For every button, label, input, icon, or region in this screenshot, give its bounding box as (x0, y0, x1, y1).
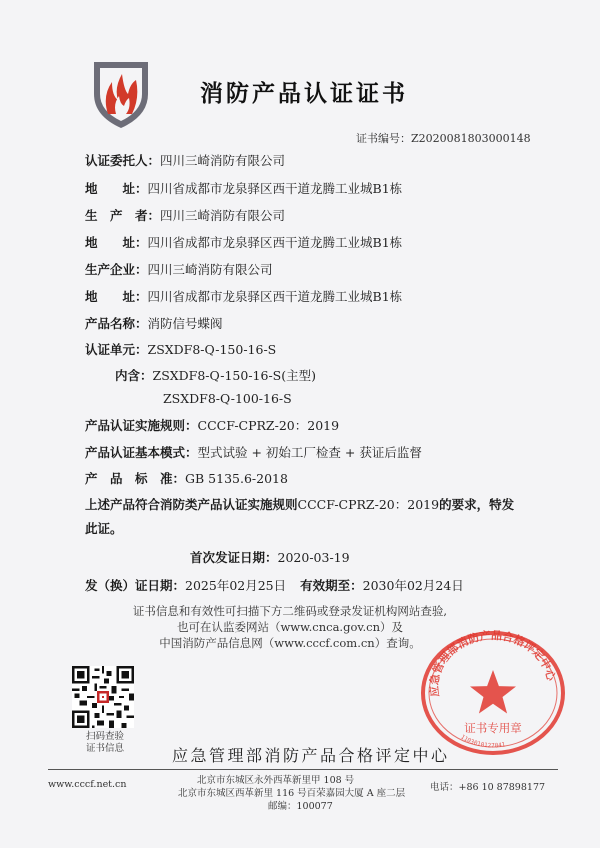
field-value: ZSXDF8-Q-150-16-S (147, 342, 277, 357)
certificate-number: 证书编号：Z2020081803000148 (356, 132, 531, 145)
rule-value: CCCF-CPRZ-20：2019 (197, 418, 340, 433)
seal-text: 应急管理部消防产品合格评定中心 (427, 628, 558, 698)
first-issue-label: 首次发证日期： (190, 550, 278, 565)
field-value: 四川三崎消防有限公司 (160, 208, 286, 223)
field-label: 地 址： (85, 289, 148, 304)
qr-caption-line: 扫码查验 (85, 731, 124, 742)
standard-label: 产 品 标 准： (85, 471, 186, 486)
contains-label: 内含： (115, 368, 153, 383)
valid-value: 2030年02月24日 (362, 578, 464, 593)
field-applicant-address (85, 179, 402, 197)
field-value: 四川省成都市龙泉驿区西干道龙腾工业城B1栋 (147, 289, 403, 304)
issuing-authority: 应急管理部消防产品合格评定中心 (172, 746, 450, 765)
verify-line: 也可在认监委网站（www.cnca.gov.cn）及 (176, 620, 404, 634)
conformity-statement (85, 493, 525, 541)
verify-line: 证书信息和有效性可扫描下方二维码或登录发证机构网站查验, (132, 604, 448, 618)
issue-label: 发（换）证日期： (85, 578, 186, 593)
footer-website[interactable]: www.cccf.net.cn (48, 779, 127, 790)
statement-pre: 上述产品符合消防类产品认证实施规则 (85, 497, 298, 512)
statement-post: 的要求，特发此证。 (85, 497, 515, 536)
field-applicant (85, 151, 285, 169)
footer-postcode: 邮编：100077 (268, 801, 333, 812)
field-value: 四川三崎消防有限公司 (160, 153, 286, 168)
issue-value: 2025年02月25日 (185, 578, 287, 593)
qr-caption (70, 731, 140, 755)
field-product-name (85, 314, 223, 332)
mode-value: 型式试验 + 初始工厂检查 + 获证后监督 (197, 445, 422, 460)
contains-item: ZSXDF8-Q-100-16-S (163, 391, 292, 406)
field-value: 四川省成都市龙泉驿区西干道龙腾工业城B1栋 (147, 181, 403, 196)
field-factory-address (85, 287, 402, 305)
field-standard (85, 469, 288, 487)
field-contains-2 (163, 391, 292, 406)
field-label: 生产企业： (85, 262, 148, 277)
qr-code[interactable] (72, 666, 134, 728)
field-label: 认证单元： (85, 342, 148, 357)
field-label: 认证委托人： (85, 153, 161, 168)
footer-phone: 电话：+86 10 87898177 (430, 782, 546, 793)
field-value: 消防信号蝶阀 (147, 316, 223, 331)
field-value: 四川三崎消防有限公司 (147, 262, 273, 277)
issue-dates (85, 576, 464, 594)
contains-item: ZSXDF8-Q-150-16-S(主型) (152, 368, 316, 383)
seal-code: 1103010127041 (459, 733, 506, 750)
field-label: 生 产 者： (85, 208, 161, 223)
rule-label: 产品认证实施规则： (85, 418, 198, 433)
field-mode (85, 443, 422, 461)
certificate-title: 消防产品认证证书 (200, 81, 408, 107)
field-label: 地 址： (85, 235, 148, 250)
standard-value: GB 5135.6-2018 (185, 471, 288, 486)
first-issue-value: 2020-03-19 (277, 550, 350, 565)
field-manufacturer-address (85, 233, 402, 251)
statement-rule: CCCF-CPRZ-20：2019 (297, 497, 440, 512)
field-rule (85, 416, 339, 434)
footer-address-2: 北京市东城区西革新里 116 号百荣嘉园大厦 A 座二层 (178, 788, 406, 799)
footer-address-1: 北京市东城区永外西革新里甲 108 号 (197, 775, 355, 786)
first-issue-date (190, 548, 350, 566)
mode-label: 产品认证基本模式： (85, 445, 198, 460)
field-manufacturer (85, 206, 285, 224)
field-label: 产品名称： (85, 316, 148, 331)
valid-label: 有效期至： (300, 578, 363, 593)
official-seal (418, 628, 568, 758)
field-cert-unit (85, 340, 276, 358)
field-label: 地 址： (85, 181, 148, 196)
fire-certification-logo (86, 52, 156, 132)
field-factory (85, 260, 273, 278)
verify-line: 中国消防产品信息网（www.cccf.com.cn）查询。 (159, 636, 421, 650)
footer-divider (48, 769, 558, 770)
qr-caption-line: 证书信息 (85, 743, 124, 754)
field-value: 四川省成都市龙泉驿区西干道龙腾工业城B1栋 (147, 235, 403, 250)
field-contains (115, 366, 316, 384)
seal-center-text: 证书专用章 (464, 721, 522, 735)
